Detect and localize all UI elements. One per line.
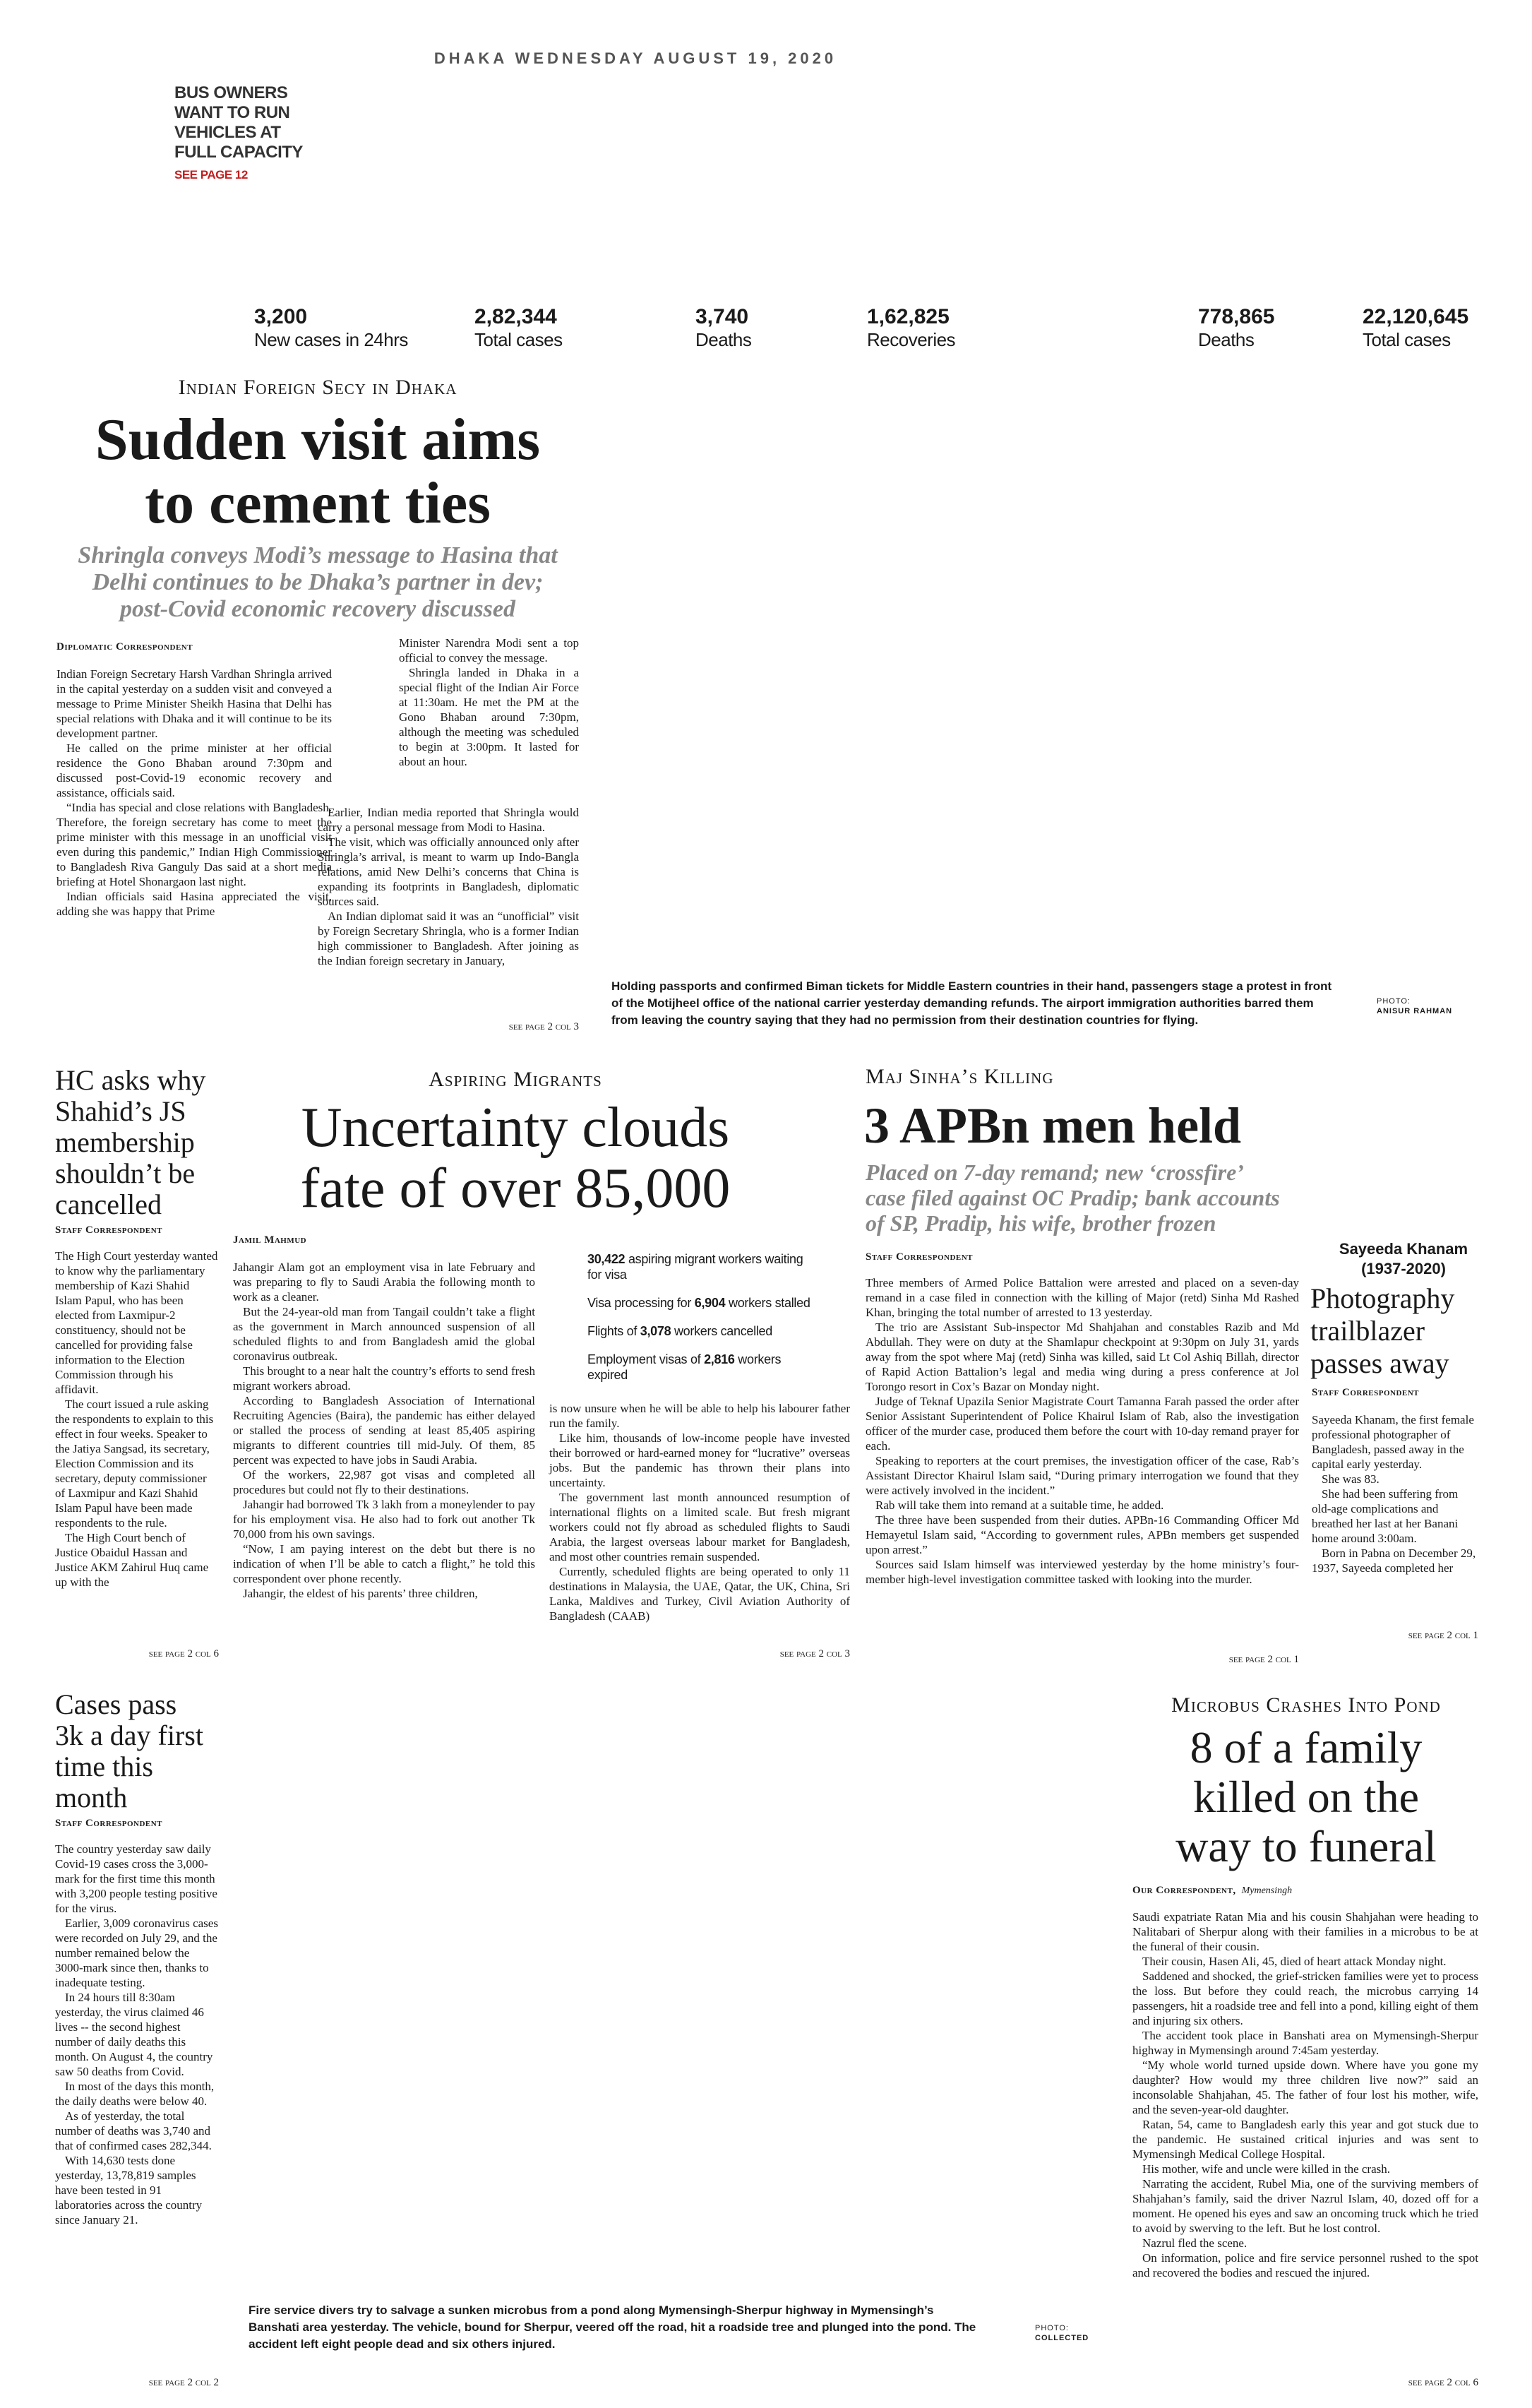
deck-line: case filed against OC Pradip; bank accounts — [866, 1185, 1280, 1210]
paragraph: An Indian diplomat said it was an “unofficial” visit by Foreign Secretary Shringla, who is a former Indian high commissioner to Bangladesh. After joining as the Indian foreign secretary in January, — [318, 910, 579, 967]
headline-line: way to funeral — [1175, 1821, 1437, 1871]
stat-label: Recoveries — [867, 329, 956, 350]
stat-value: 1,62,825 — [867, 305, 950, 328]
fact-text: workers stalled — [725, 1296, 810, 1310]
migrants-kicker: Aspiring Migrants — [429, 1068, 602, 1091]
sayeeda-name: Sayeeda Khanam — [1339, 1240, 1468, 1258]
photo-credit-name: COLLECTED — [1035, 2334, 1089, 2342]
lead-column-2-inset — [399, 636, 579, 769]
fact-number: 2,816 — [704, 1352, 735, 1366]
sayeeda-body — [1312, 1412, 1478, 1575]
fact-text: workers expired — [587, 1352, 782, 1382]
lead-column-2 — [318, 805, 579, 968]
stat-value: 3,740 — [695, 305, 749, 328]
paragraph: As of yesterday, the total number of deaths was 3,740 and that of confirmed cases 282,344. — [55, 2109, 212, 2152]
fact-item — [587, 1251, 820, 1282]
paragraph: The government last month announced resumption of international flights on a limited scale. But fresh migrant workers could not fly abroad as scheduled flights to Saudi Arabia, the largest overseas labour market for Bangladesh, and most other countries remain suspended. — [549, 1491, 850, 1563]
fact-number: 3,078 — [640, 1324, 671, 1338]
stat — [867, 305, 955, 350]
paragraph: His mother, wife and uncle were killed in the crash. — [1142, 2162, 1391, 2176]
headline-line: 3k a day first — [55, 1719, 203, 1751]
photo-credit — [1377, 996, 1452, 1016]
photo-credit-label: PHOTO: — [1377, 997, 1411, 1006]
fact-text: Visa processing for — [587, 1296, 695, 1310]
migrants-byline: Jamil Mahmud — [233, 1234, 307, 1246]
hc-body — [55, 1248, 219, 1590]
stat-value: 2,82,344 — [474, 305, 557, 328]
fact-text: aspiring migrant workers waiting for visa — [587, 1252, 803, 1282]
paragraph: Of the workers, 22,987 got visas and completed all procedures but could not fly to their destinations. — [233, 1468, 535, 1496]
migrants-headline[interactable] — [233, 1097, 798, 1219]
teaser-see-page[interactable]: SEE PAGE 12 — [174, 168, 248, 181]
lead-headline-line: Sudden visit aims — [95, 407, 541, 472]
stat — [1198, 305, 1274, 350]
migrants-column-2 — [549, 1401, 850, 1623]
paragraph: Jahangir, the eldest of his parents’ three children, — [243, 1587, 478, 1600]
microbus-kicker: Microbus Crashes Into Pond — [1171, 1693, 1441, 1717]
migrants-continued[interactable]: see page 2 col 3 — [779, 1648, 850, 1659]
fact-text: Employment visas of — [587, 1352, 705, 1366]
paragraph: In 24 hours till 8:30am yesterday, the virus claimed 46 lives -- the second highest number of daily deaths this month. On August 4, the country saw 50 deaths from Covid. — [55, 1991, 213, 2078]
sayeeda-byline: Staff Correspondent — [1312, 1387, 1420, 1398]
photo-caption: Holding passports and confirmed Biman tickets for Middle Eastern countries in their hand, passengers stage a protest in front of the Motijheel office of the national carrier yesterday demanding refunds. The airport immigration authorities barred them from leaving the country saying that they had no permission from their destination countries for flying. — [611, 979, 1332, 1027]
paragraph: Saddened and shocked, the grief-stricken families were yet to process the loss. But before they could reach, the microbus carrying 14 passengers, hit a roadside tree and fell into a pond, killing eight of them and injuring six others. — [1132, 1969, 1478, 2027]
paragraph: Rab will take them into remand at a suitable time, he added. — [875, 1498, 1164, 1512]
headline-line: shouldn’t be — [55, 1157, 196, 1189]
paragraph: Born in Pabna on December 29, 1937, Sayeeda completed her — [1312, 1546, 1476, 1575]
stat-label: Total cases — [474, 329, 563, 350]
byline-name: Our Correspondent, — [1132, 1885, 1236, 1896]
lead-column-1 — [56, 667, 332, 919]
headline-line: trailblazer — [1310, 1315, 1425, 1347]
paragraph: Three members of Armed Police Battalion were arrested and placed on a seven-day remand in a case filed in connection with the killing of Major (retd) Sinha Md Rashed Khan, bringing the total number of arrested to 13 yesterday. — [866, 1276, 1299, 1319]
teaser-line: FULL CAPACITY — [174, 143, 303, 162]
paragraph: This brought to a near halt the country’s efforts to send fresh migrant workers abroad. — [233, 1364, 535, 1393]
migrants-column-1 — [233, 1260, 535, 1601]
fact-number: 30,422 — [587, 1252, 626, 1266]
stat — [1363, 305, 1468, 350]
paragraph: “Now, I am paying interest on the debt but there is no indication of when I’ll be able to catch a flight,” he told this correspondent over phone recently. — [233, 1542, 535, 1585]
photo-credit-label: PHOTO: — [1035, 2324, 1069, 2332]
paragraph: Saudi expatriate Ratan Mia and his cousin Shahjahan were heading to Nalitabari of Sherpur along with their families in a microbus to be at the funeral of their cousin. — [1132, 1910, 1478, 1953]
paragraph: But the 24-year-old man from Tangail couldn’t take a flight as the government in March announced suspension of all scheduled flights to and from Bangladesh amid the global coronavirus outbreak. — [233, 1305, 535, 1363]
photo-credit — [1035, 2323, 1089, 2343]
microbus-continued[interactable]: see page 2 col 6 — [1408, 2377, 1478, 2388]
lead-headline-line: to cement ties — [145, 470, 491, 536]
paragraph: He called on the prime minister at her official residence the Gono Bhaban around 7:30pm and discussed post-Covid-19 economic recovery and assistance, officials said. — [56, 741, 332, 799]
fact-item — [587, 1323, 820, 1339]
dateline: DHAKA WEDNESDAY AUGUST 19, 2020 — [433, 49, 837, 67]
paragraph: Jahangir Alam got an employment visa in late February and was preparing to fly to Saudi Arabia the following month to work as a cleaner. — [233, 1260, 535, 1304]
microbus-body — [1132, 1909, 1478, 2280]
hc-byline: Staff Correspondent — [55, 1224, 163, 1236]
fact-item — [587, 1295, 820, 1311]
paragraph: The trio are Assistant Sub-inspector Md Shahjahan and constables Razib and Md Abdullah. They were on duty at the Shamlapur checkpoint at 9:30pm on July 31, yards away from the spot where Maj (retd) Sinha was killed, said Lt Col Ashiq Billah, director of Rapid Action Battalion’s legal and media wing during a press conference at Jol Torongo resort in Cox’s Bazar on Monday night. — [866, 1321, 1299, 1393]
hc-headline[interactable] — [55, 1065, 239, 1220]
headline-line: cancelled — [55, 1188, 162, 1220]
lead-headline[interactable] — [28, 408, 607, 535]
headline-line: time this — [55, 1751, 153, 1782]
headline-line: Shahid’s JS — [55, 1095, 186, 1127]
paragraph: Sayeeda Khanam, the first female professional photographer of Bangladesh, passed away in the capital early yesterday. — [1312, 1413, 1474, 1471]
paragraph: “My whole world turned upside down. Where have you gone my daughter? How would my three children live now?” said an inconsolable Shahjahan, 45. The father of four lost his mother, wife, and the seven-year-old daughter. — [1132, 2058, 1478, 2116]
stat-label: Deaths — [695, 329, 752, 350]
paragraph: “India has special and close relations with Bangladesh. Therefore, the foreign secretary has come to meet the prime minister with this message in an unofficial visit even during this pandemic,” Indian High Commissioner to Bangladesh Riva Ganguly Das said at a short media briefing at Hotel Shonargaon last night. — [56, 801, 332, 888]
cases-byline: Staff Correspondent — [55, 1818, 163, 1829]
cases-continued[interactable]: see page 2 col 2 — [148, 2377, 219, 2388]
paragraph: The visit, which was officially announced only after Shringla’s arrival, is meant to warm up Indo-Bangla relations, amid New Delhi’s concerns that China is expanding its footprints in Bangladesh, diplomatic sources said. — [318, 835, 579, 908]
stat — [254, 305, 408, 350]
paragraph: Jahangir had borrowed Tk 3 lakh from a moneylender to pay for his employment visa. He also had to fork out another Tk 70,000 from his own savings. — [233, 1498, 535, 1541]
paragraph: She was 83. — [1322, 1472, 1380, 1486]
headline-line: month — [55, 1782, 128, 1813]
paragraph: Minister Narendra Modi sent a top official to convey the message. — [399, 636, 579, 664]
photo-caption: Fire service divers try to salvage a sunken microbus from a pond along Mymensingh-Sherpur highway in Mymensingh’s Banshati area yesterday. The vehicle, bound for Sherpur, veered off the road, hit a roadside tree and plunged into the pond. The accident left eight people dead and six others injured. — [249, 2303, 976, 2351]
headline-line: fate of over 85,000 — [300, 1157, 731, 1220]
paragraph: is now unsure when he will be able to help his labourer father run the family. — [549, 1402, 850, 1430]
paragraph: Speaking to reporters at the court premises, the investigation officer of the case, Rab’s Assistant Director Khairul Islam said, “During primary interrogation we found that they were actively involved in the incident.” — [866, 1454, 1299, 1497]
headline-line: 8 of a family — [1190, 1722, 1423, 1772]
hc-continued[interactable]: see page 2 col 6 — [148, 1648, 219, 1659]
paragraph: The High Court bench of Justice Obaidul Hassan and Justice AKM Zahirul Huq came up with the — [55, 1531, 209, 1589]
paragraph: According to Bangladesh Association of International Recruiting Agencies (Baira), the pandemic has either delayed or stalled the process of sending at least 85,405 aspiring migrants to different countries till mid-July. Of them, 85 percent was expected to have jobs in Saudi Arabia. — [233, 1394, 535, 1467]
paragraph: Indian officials said Hasina appreciated the visit, adding she was happy that Prime — [56, 890, 332, 918]
paragraph: Earlier, Indian media reported that Shringla would carry a personal message from Modi to Hasina. — [318, 806, 579, 834]
sayeeda-continued[interactable]: see page 2 col 1 — [1408, 1630, 1478, 1641]
microbus-headline[interactable] — [1123, 1723, 1490, 1871]
paragraph: In most of the days this month, the daily deaths were below 40. — [55, 2080, 215, 2108]
fact-text: Flights of — [587, 1324, 640, 1338]
paragraph: Shringla landed in Dhaka in a special flight of the Indian Air Force at 11:30am. He met the PM at the Gono Bhaban around 7:30pm, although the meeting was scheduled to begin at 3:00pm. It lasted for about an hour. — [399, 666, 579, 768]
apbn-continued[interactable]: see page 2 col 1 — [1228, 1654, 1299, 1665]
headline-line: HC asks why — [55, 1064, 206, 1096]
paragraph: She had been suffering from old-age complications and breathed her last at her Banani home around 3:00am. — [1312, 1487, 1459, 1545]
headline-line: Uncertainty clouds — [301, 1097, 730, 1159]
photo-credit-name: ANISUR RAHMAN — [1377, 1007, 1453, 1015]
teaser-line: WANT TO RUN — [174, 103, 290, 122]
paragraph: Judge of Teknaf Upazila Senior Magistrate Court Tamanna Farah passed the order after Senior Assistant Superintendent of Police Khairul Islam of Rab, also the investigation officer of the murder case, produced them before the court with 10-day remand prayer for each. — [866, 1395, 1299, 1453]
paragraph: With 14,630 tests done yesterday, 13,78,819 samples have been tested in 91 laboratories across the country since January 21. — [55, 2154, 203, 2227]
apbn-kicker: Maj Sinha’s Killing — [866, 1065, 1054, 1088]
stat — [474, 305, 563, 350]
paragraph: Indian Foreign Secretary Harsh Vardhan Shringla arrived in the capital yesterday on a sudden visit and conveyed a message to Prime Minister Sheikh Hasina that Delhi has special relations with Dhaka and it will continue to be its development partner. — [56, 667, 332, 740]
paragraph: On information, police and fire service personnel rushed to the spot and recovered the bodies and rescued the injured. — [1132, 2251, 1478, 2279]
fact-text: workers cancelled — [671, 1324, 772, 1338]
fact-item — [587, 1352, 820, 1383]
stat — [695, 305, 751, 350]
stat-label: Deaths — [1198, 329, 1255, 350]
paragraph: The accident took place in Banshati area on Mymensingh-Sherpur highway in Mymensingh around 7:45am yesterday. — [1132, 2029, 1478, 2057]
stat-value: 778,865 — [1198, 305, 1275, 328]
teaser-line: VEHICLES AT — [174, 123, 281, 142]
lead-continued[interactable]: see page 2 col 3 — [508, 1021, 579, 1032]
microbus-byline — [1132, 1884, 1292, 1897]
stat-label: New cases in 24hrs — [254, 329, 408, 350]
lead-kicker: Indian Foreign Secy in Dhaka — [178, 376, 457, 399]
stat-label: Total cases — [1363, 329, 1451, 350]
byline-place: Mymensingh — [1241, 1885, 1293, 1896]
lead-deck-line: post-Covid economic recovery discussed — [120, 596, 515, 622]
apbn-body — [866, 1275, 1299, 1587]
paragraph: Earlier, 3,009 coronavirus cases were recorded on July 29, and the number remained below the 3000-mark since then, thanks to inadequate testing. — [55, 1917, 218, 1989]
cases-body — [55, 1842, 219, 2227]
lead-deck-line: Shringla conveys Modi’s message to Hasina that — [78, 542, 558, 568]
stat-value: 3,200 — [254, 305, 308, 328]
paragraph: Nazrul fled the scene. — [1142, 2236, 1247, 2250]
teaser[interactable] — [174, 83, 344, 182]
paragraph: Sources said Islam himself was interviewed yesterday by the home ministry’s four-member high-level investigation committee tasked with looking into the murder. — [866, 1558, 1299, 1586]
teaser-line: BUS OWNERS — [174, 83, 288, 102]
paragraph: Narrating the accident, Rubel Mia, one of the surviving members of Shahjahan’s family, said the driver Nazrul Islam, 40, dozed off for a moment. He opened his eyes and saw an oncoming truck which he tried to avoid by swerving to the left. But he lost control. — [1132, 2177, 1478, 2235]
sayeeda-headline[interactable] — [1310, 1282, 1501, 1380]
paragraph: The country yesterday saw daily Covid-19 cases cross the 3,000-mark for the first time this month with 3,200 people testing positive for the virus. — [55, 1842, 217, 1915]
lead-byline: Diplomatic Correspondent — [56, 641, 193, 652]
stat-value: 22,120,645 — [1363, 305, 1469, 328]
paragraph: The court issued a rule asking the respondents to explain to this effect in four weeks. Speaker to the Jatiya Sangsad, its secretary, Election Commission and its secretary, deputy commissioner of Laxmipur and Kazi Shahid Islam Papul have been made respondents to the rule. — [55, 1397, 214, 1530]
paragraph: Ratan, 54, came to Bangladesh early this year and got stuck due to the pandemic. He sustained critical injuries and was sent to Mymensingh Medical College Hospital. — [1132, 2118, 1478, 2161]
migrants-factbox — [587, 1251, 820, 1383]
cases-headline[interactable] — [55, 1689, 239, 1813]
lead-deck-line: Delhi continues to be Dhaka’s partner in dev; — [92, 569, 544, 595]
headline-line: Photography — [1310, 1282, 1455, 1314]
paragraph: Their cousin, Hasen Ali, 45, died of heart attack Monday night. — [1142, 1955, 1447, 1968]
sayeeda-years: (1937-2020) — [1361, 1260, 1446, 1277]
paragraph: The High Court yesterday wanted to know why the parliamentary membership of Kazi Shahid Islam Papul, who has been elected from Laxmipur-2 constituency, should not be cancelled for providing false information to the Election Commission through his affidavit. — [55, 1249, 218, 1396]
headline-line: passes away — [1310, 1347, 1449, 1379]
paragraph: Like him, thousands of low-income people have invested their borrowed or hard-earned money for “lucrative” overseas jobs. But the pandemic has thrown their plans into uncertainty. — [549, 1431, 850, 1489]
apbn-headline[interactable]: 3 APBn men held — [864, 1097, 1242, 1154]
fact-number: 6,904 — [694, 1296, 726, 1310]
apbn-byline: Staff Correspondent — [866, 1251, 974, 1263]
paragraph: The three have been suspended from their duties. APBn-16 Commanding Officer Md Hemayetul Islam said, “According to government rules, APBn members get suspended upon arrest.” — [866, 1513, 1299, 1556]
deck-line: Placed on 7-day remand; new ‘crossfire’ — [866, 1160, 1244, 1185]
paragraph: Currently, scheduled flights are being operated to only 11 destinations in Malaysia, the UAE, Qatar, the UK, China, Sri Lanka, Maldives and Turkey, Civil Aviation Authority of Bangladesh (CAAB) — [549, 1565, 850, 1623]
lead-deck — [28, 542, 607, 623]
headline-line: membership — [55, 1126, 195, 1158]
headline-line: Cases pass — [55, 1688, 177, 1720]
headline-line: killed on the — [1193, 1772, 1419, 1822]
apbn-deck — [866, 1160, 1317, 1236]
deck-line: of SP, Pradip, his wife, brother frozen — [866, 1210, 1216, 1236]
